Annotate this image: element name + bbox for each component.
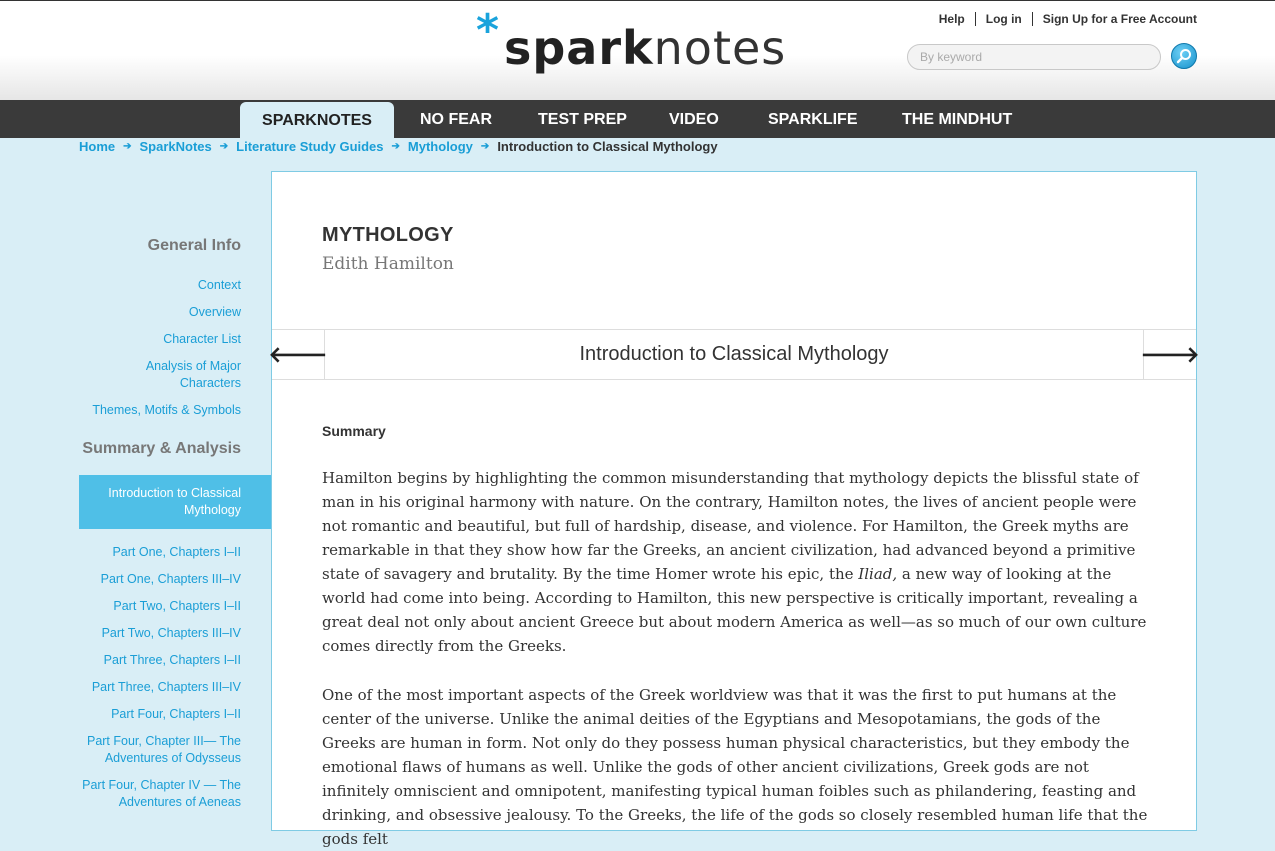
- arrow-right-icon: ➔: [480, 141, 490, 152]
- arrow-right-icon: 🡒: [1140, 341, 1200, 367]
- book-author: Edith Hamilton: [322, 254, 454, 274]
- sparknotes-logo[interactable]: [476, 5, 787, 79]
- search-input[interactable]: [907, 44, 1161, 70]
- sidebar-item-part1-ch3[interactable]: Part One, Chapters III–IV: [100, 572, 241, 586]
- breadcrumb-home[interactable]: Home: [79, 139, 116, 154]
- help-link[interactable]: Help: [938, 12, 965, 26]
- sidebar-item-part3-ch1[interactable]: Part Three, Chapters I–II: [103, 653, 241, 667]
- breadcrumb-sparknotes[interactable]: SparkNotes: [139, 139, 212, 154]
- arrow-right-icon: ➔: [219, 141, 229, 152]
- logo-spark-text: spark: [504, 21, 654, 75]
- site-header: [0, 0, 1275, 100]
- sidebar-heading-general: General Info: [147, 237, 241, 254]
- arrow-right-icon: ➔: [123, 141, 132, 152]
- asterisk-icon: *: [476, 5, 500, 56]
- nav-tab-video[interactable]: VIDEO: [669, 111, 719, 128]
- nav-tab-sparklife[interactable]: SPARKLIFE: [768, 111, 858, 128]
- sidebar-item-character-list[interactable]: Character List: [163, 332, 241, 346]
- search-icon: [1176, 48, 1192, 64]
- signup-link[interactable]: Sign Up for a Free Account: [1032, 12, 1197, 26]
- nav-tab-mindhut[interactable]: THE MINDHUT: [902, 111, 1013, 128]
- sidebar-item-part2-ch3[interactable]: Part Two, Chapters III–IV: [101, 626, 241, 640]
- nav-tab-test-prep[interactable]: TEST PREP: [538, 111, 627, 128]
- sidebar-item-part4-ch4[interactable]: Part Four, Chapter IV — The Adventures of Aeneas: [82, 778, 241, 809]
- search-button[interactable]: [1171, 43, 1197, 69]
- arrow-right-icon: ➔: [391, 141, 400, 152]
- section-title: Introduction to Classical Mythology: [579, 343, 889, 365]
- breadcrumb: [79, 139, 718, 154]
- main-content: [268, 171, 1200, 848]
- main-nav: [0, 100, 1275, 138]
- summary-heading: Summary: [322, 423, 386, 439]
- sidebar-item-part4-ch1[interactable]: Part Four, Chapters I–II: [111, 707, 241, 721]
- breadcrumb-mythology[interactable]: Mythology: [407, 139, 473, 154]
- sidebar-item-overview[interactable]: Overview: [188, 305, 241, 319]
- breadcrumb-lit-guides[interactable]: Literature Study Guides: [236, 139, 384, 154]
- sidebar-heading-summary: Summary & Analysis: [82, 440, 241, 457]
- sidebar-item-themes[interactable]: Themes, Motifs & Symbols: [92, 403, 241, 417]
- prev-section-button[interactable]: [268, 330, 328, 379]
- login-link[interactable]: Log in: [975, 12, 1032, 26]
- nav-tab-sparknotes[interactable]: SPARKNOTES: [240, 102, 394, 138]
- next-section-button[interactable]: [1140, 330, 1200, 379]
- sidebar-item-analysis[interactable]: Analysis of Major Characters: [145, 359, 241, 390]
- sidebar-item-part4-ch3[interactable]: Part Four, Chapter III— The Adventures of Odysseus: [86, 734, 241, 765]
- sidebar-item-part3-ch3[interactable]: Part Three, Chapters III–IV: [91, 680, 241, 694]
- paragraph-2: One of the most important aspects of the Greek worldview was that it was the first to put humans at the center of the universe. Unlike the animal deities of the Egyptians and Mesopotamians, the gods of the Greeks are human in form. Not only do they possess human physical characteristics, but they embody the emotional flaws of humans as well. Unlike the gods of other ancient civilizations, Greek gods are not infinitely omniscient and omnipotent, manifesting typical human foibles such as philandering, feasting and drinking, and obsessive jealousy. To the Greeks, the life of the gods so closely resembled human life that the gods felt: [322, 686, 1148, 848]
- book-title: MYTHOLOGY: [322, 224, 454, 246]
- top-links: [929, 12, 1197, 26]
- arrow-left-icon: 🡐: [268, 341, 328, 367]
- section-nav-bar: [268, 329, 1200, 380]
- sidebar-item-part1-ch1[interactable]: Part One, Chapters I–II: [112, 545, 241, 559]
- nav-tab-no-fear[interactable]: NO FEAR: [420, 111, 492, 128]
- breadcrumb-current: Introduction to Classical Mythology: [497, 139, 718, 154]
- sidebar-item-part2-ch1[interactable]: Part Two, Chapters I–II: [113, 599, 241, 613]
- sidebar-item-active[interactable]: Introduction to Classical Mythology: [79, 475, 271, 529]
- sidebar-item-context[interactable]: Context: [197, 278, 241, 292]
- paragraph-1: Hamilton begins by highlighting the common misunderstanding that mythology depicts the blissful state of man in his original harmony with nature. On the contrary, Hamilton notes, the lives of ancient people were not romantic and beautiful, but full of hardship, disease, and violence. For Hamilton, the Greek myths are remarkable in that they show how far the Greeks, an ancient civilization, had advanced beyond a primitive state of savagery and brutality. By the time Homer wrote his epic, the Iliad, a new way of looking at the world had come into being. According to Hamilton, this new perspective is critically important, revealing a great deal not only about ancient Greece but about modern America as well—as so much of our own culture comes directly from the Greeks.: [322, 469, 1147, 655]
- logo-notes-text: notes: [653, 21, 787, 75]
